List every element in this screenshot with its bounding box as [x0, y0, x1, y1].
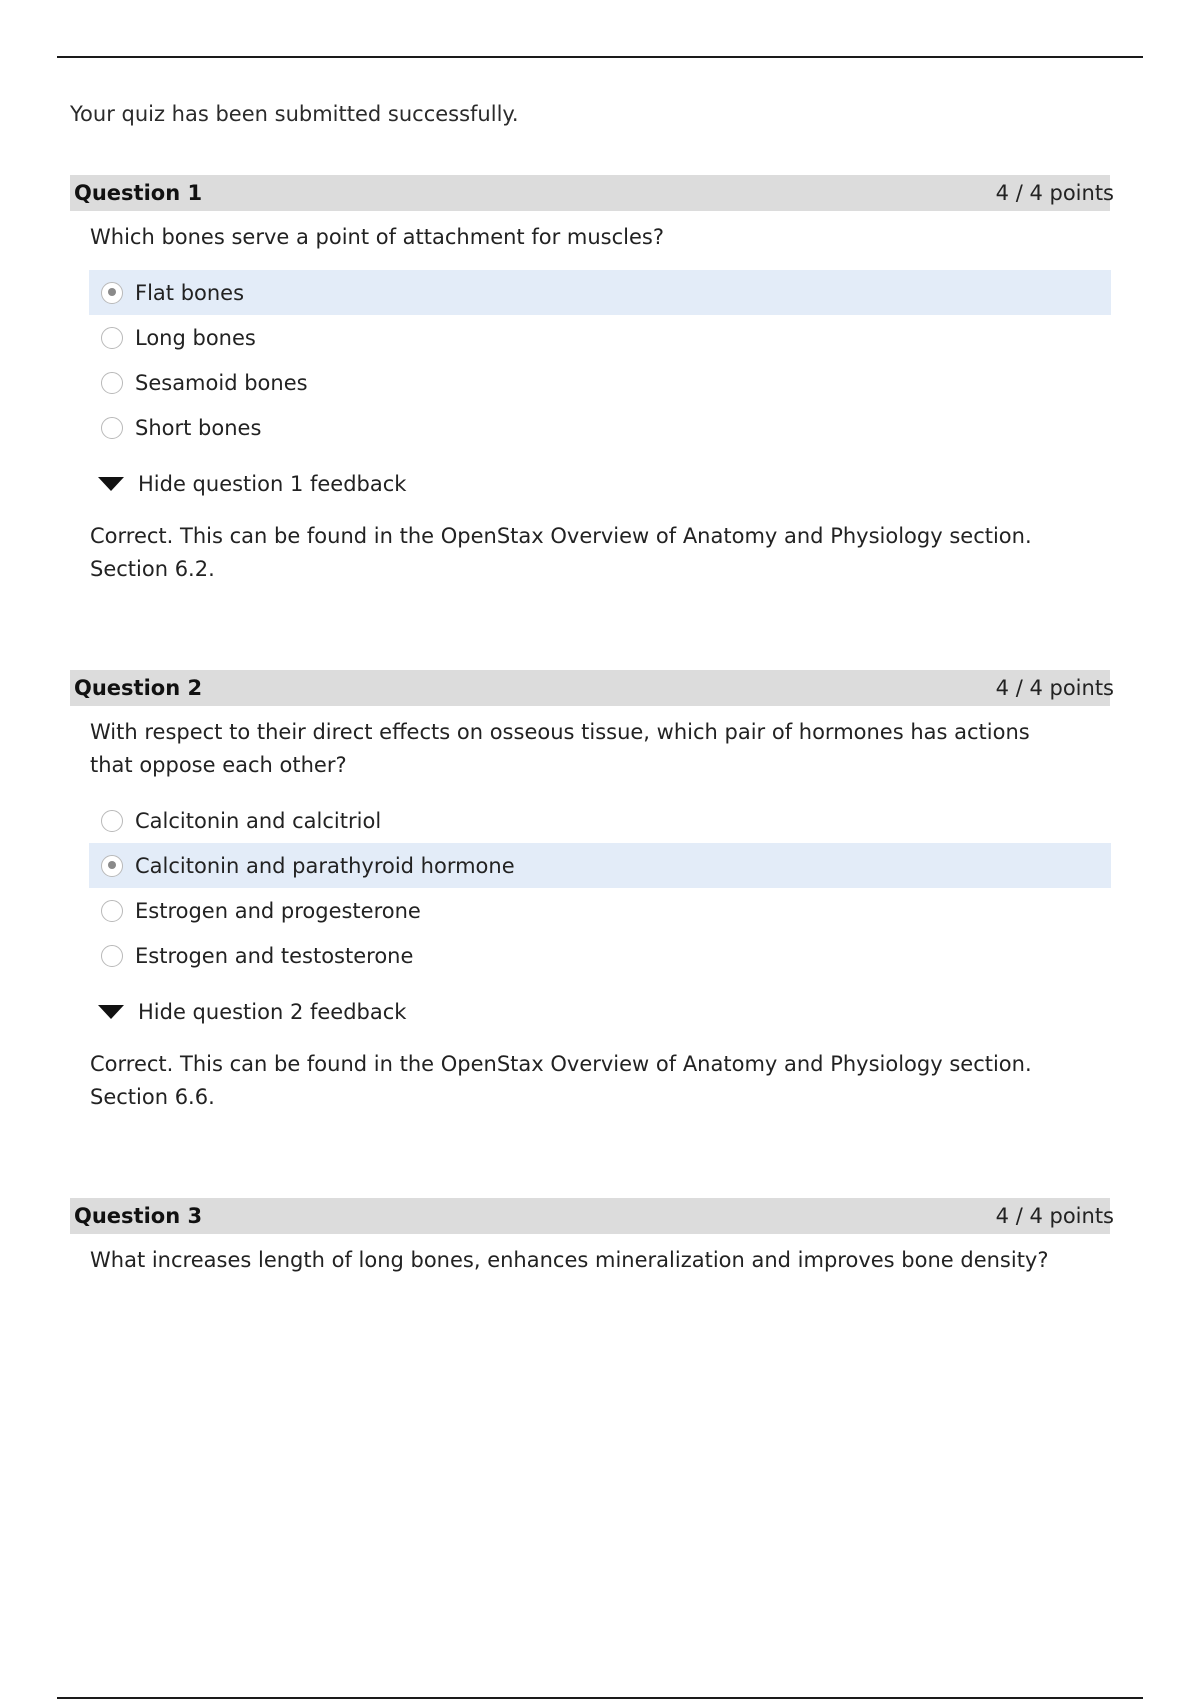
- question-points: 4 / 4 points: [995, 181, 1114, 205]
- bottom-divider: [57, 1697, 1143, 1699]
- answer-option[interactable]: [89, 315, 1111, 360]
- answer-option-label: Calcitonin and calcitriol: [135, 808, 382, 833]
- answer-option-label: Flat bones: [135, 280, 245, 305]
- feedback-toggle-label: Hide question 2 feedback: [138, 1000, 407, 1024]
- question-3: [70, 1198, 1114, 1277]
- caret-down-icon: [98, 477, 124, 491]
- question-2: [70, 670, 1114, 1114]
- radio-button-checked-icon[interactable]: [101, 855, 123, 877]
- question-text: With respect to their direct effects on osseous tissue, which pair of hormones has actions that oppose each other?: [90, 720, 1030, 777]
- answer-option[interactable]: [89, 798, 1111, 843]
- question-header: [70, 1198, 1114, 1234]
- answer-option-label: Estrogen and progesterone: [135, 898, 421, 923]
- answer-option[interactable]: [89, 270, 1111, 315]
- radio-button-icon[interactable]: [101, 810, 123, 832]
- hide-feedback-toggle[interactable]: [98, 472, 1110, 496]
- question-points: 4 / 4 points: [995, 676, 1114, 700]
- answer-options: [89, 798, 1111, 978]
- question-points: 4 / 4 points: [995, 1204, 1114, 1228]
- question-header: [70, 670, 1114, 706]
- top-divider: [57, 56, 1143, 58]
- question-header: [70, 175, 1114, 211]
- question-title: Question 2: [74, 676, 203, 700]
- question-1: [70, 175, 1114, 586]
- radio-button-icon[interactable]: [101, 372, 123, 394]
- hide-feedback-toggle[interactable]: [98, 1000, 1110, 1024]
- answer-option-label: Calcitonin and parathyroid hormone: [135, 853, 515, 878]
- answer-option[interactable]: [89, 405, 1111, 450]
- question-text: Which bones serve a point of attachment for muscles?: [90, 225, 664, 249]
- caret-down-icon: [98, 1005, 124, 1019]
- feedback-text: Correct. This can be found in the OpenStax Overview of Anatomy and Physiology section. Section 6.2.: [90, 524, 1032, 581]
- question-title: Question 3: [74, 1204, 203, 1228]
- answer-option[interactable]: [89, 843, 1111, 888]
- answer-option[interactable]: [89, 360, 1111, 405]
- question-text: What increases length of long bones, enhances mineralization and improves bone density?: [90, 1248, 1049, 1272]
- answer-option[interactable]: [89, 933, 1111, 978]
- question-title: Question 1: [74, 181, 203, 205]
- answer-option-label: Short bones: [135, 415, 262, 440]
- answer-option-label: Long bones: [135, 325, 256, 350]
- feedback-text: Correct. This can be found in the OpenStax Overview of Anatomy and Physiology section. Section 6.6.: [90, 1052, 1032, 1109]
- radio-button-icon[interactable]: [101, 327, 123, 349]
- answer-option-label: Estrogen and testosterone: [135, 943, 414, 968]
- answer-option[interactable]: [89, 888, 1111, 933]
- submission-status-message: Your quiz has been submitted successfully.: [70, 102, 519, 126]
- feedback-toggle-label: Hide question 1 feedback: [138, 472, 407, 496]
- radio-button-icon[interactable]: [101, 900, 123, 922]
- radio-button-icon[interactable]: [101, 945, 123, 967]
- radio-button-icon[interactable]: [101, 417, 123, 439]
- answer-options: [89, 270, 1111, 450]
- radio-button-checked-icon[interactable]: [101, 282, 123, 304]
- answer-option-label: Sesamoid bones: [135, 370, 308, 395]
